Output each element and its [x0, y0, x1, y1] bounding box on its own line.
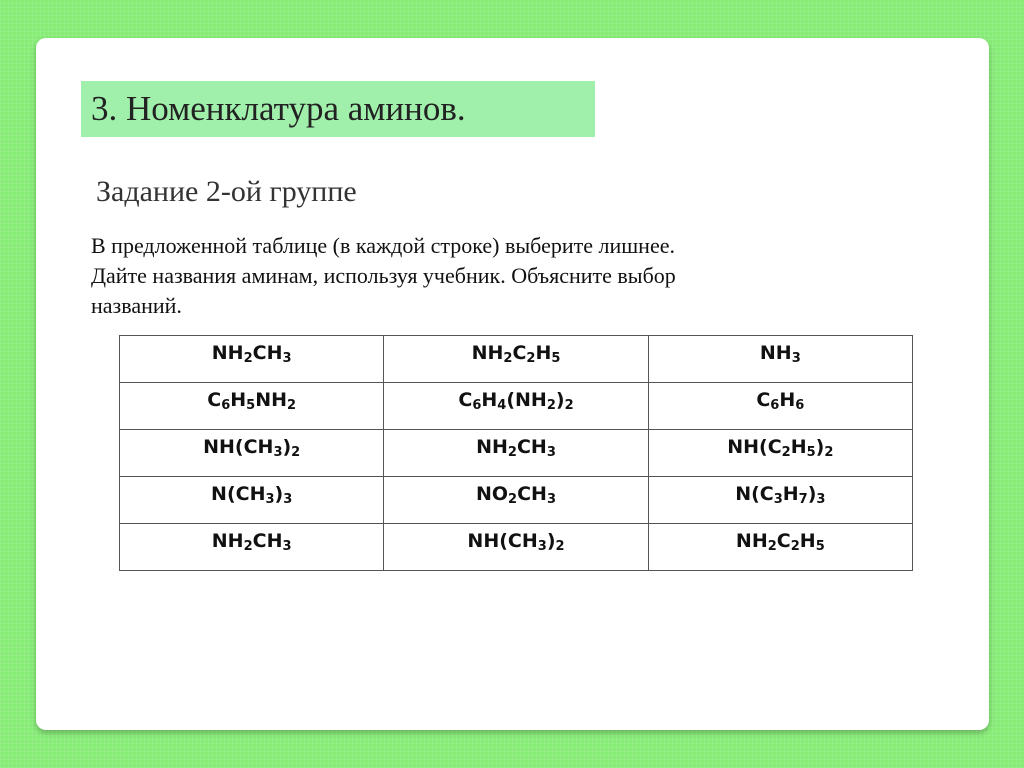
formula-cell: $NO_2CH_3$ [384, 477, 648, 524]
formula-cell: $NH_2C_2H_5$ [648, 524, 912, 571]
formula-cell: $NH_2CH_3$ [120, 524, 384, 571]
formula-cell: $C_6H_6$ [648, 383, 912, 430]
slide-subtitle: Задание 2-ой группе [96, 175, 357, 208]
formula-cell: $C_6H_5NH_2$ [120, 383, 384, 430]
formula-cell: $NH_3$ [648, 336, 912, 383]
formula-cell: $NH_2CH_3$ [384, 430, 648, 477]
formula-cell: $N(C_3H_7)_3$ [648, 477, 912, 524]
table-row [120, 430, 913, 477]
formula-cell: $NH_2C_2H_5$ [384, 336, 648, 383]
instruction-line-3: названий. [91, 293, 182, 318]
table-row [120, 336, 913, 383]
formula-cell: $NH(C_2H_5)_2$ [648, 430, 912, 477]
formula-cell: $N(CH_3)_3$ [120, 477, 384, 524]
formula-cell: $NH(CH_3)_2$ [384, 524, 648, 571]
formula-table [119, 335, 913, 571]
table-row [120, 383, 913, 430]
instruction-line-1: В предложенной таблице (в каждой строке) выберите лишнее. [91, 233, 675, 258]
slide-title: 3. Номенклатура аминов. [91, 89, 466, 128]
title-highlight [81, 81, 595, 137]
formula-cell: $C_6H_4(NH_2)_2$ [384, 383, 648, 430]
formula-cell: $NH(CH_3)_2$ [120, 430, 384, 477]
table-row [120, 477, 913, 524]
task-instructions [91, 231, 891, 321]
instruction-line-2: Дайте названия аминам, используя учебник. Объясните выбор [91, 263, 676, 288]
slide-panel [36, 38, 989, 730]
formula-cell: $NH_2CH_3$ [120, 336, 384, 383]
table-row [120, 524, 913, 571]
